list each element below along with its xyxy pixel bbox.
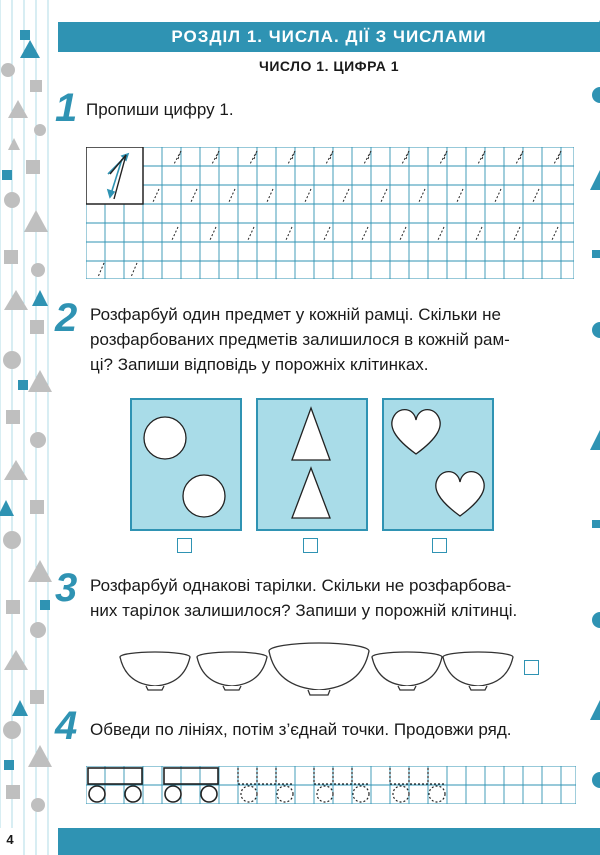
bowls-row[interactable] bbox=[118, 640, 518, 700]
small-bowl-icon bbox=[372, 652, 442, 690]
small-bowl-icon bbox=[197, 652, 267, 690]
answer-box-triangles[interactable] bbox=[303, 538, 318, 553]
frame-hearts[interactable] bbox=[382, 398, 494, 531]
task-3-line-1: Розфарбуй однакові тарілки. Скільки не розфарбова- bbox=[90, 576, 512, 595]
answer-box-bowls[interactable] bbox=[524, 660, 539, 675]
writing-grid[interactable] bbox=[86, 147, 574, 279]
task-2-line-3: ці? Запиши відповідь у порожніх клітинках. bbox=[90, 355, 429, 374]
answer-box-circles[interactable] bbox=[177, 538, 192, 553]
task-number-4: 4 bbox=[55, 704, 78, 748]
section-title: РОЗДІЛ 1. ЧИСЛА. ДІЇ З ЧИСЛАМИ bbox=[171, 27, 487, 46]
task-number-2: 2 bbox=[55, 296, 78, 340]
task-number-1: 1 bbox=[55, 86, 78, 130]
large-bowl-icon bbox=[269, 643, 369, 695]
pattern-grid[interactable] bbox=[86, 766, 576, 804]
heart-icon bbox=[436, 472, 484, 516]
task-2-line-1: Розфарбуй один предмет у кожній рамці. Скільки не bbox=[90, 305, 501, 324]
decorative-shapes-strip bbox=[0, 0, 58, 855]
task-3-line-2: них тарілок залишилося? Запиши у порожній клітинці. bbox=[90, 601, 518, 620]
small-bowl-icon bbox=[443, 652, 513, 690]
circle-icon bbox=[144, 417, 186, 459]
lesson-subtitle: ЧИСЛО 1. ЦИФРА 1 bbox=[259, 58, 399, 74]
circle-icon bbox=[183, 475, 225, 517]
task-number-3: 3 bbox=[55, 566, 78, 610]
frame-triangles[interactable] bbox=[256, 398, 368, 531]
task-2-line-2: розфарбованих предметів залишилося в кожній рам- bbox=[90, 330, 510, 349]
heart-icon bbox=[392, 410, 440, 454]
task-1-text: Пропиши цифру 1. bbox=[86, 100, 234, 119]
answer-box-hearts[interactable] bbox=[432, 538, 447, 553]
triangle-icon bbox=[292, 468, 330, 518]
decorative-right-strip bbox=[586, 0, 600, 855]
footer-bar bbox=[58, 828, 600, 855]
small-bowl-icon bbox=[120, 652, 190, 690]
page-number: 4 bbox=[6, 832, 14, 847]
triangle-icon bbox=[292, 408, 330, 460]
frame-circles[interactable] bbox=[130, 398, 242, 531]
task-4-text: Обведи по лініях, потім з’єднай точки. Продовжи ряд. bbox=[90, 720, 512, 739]
